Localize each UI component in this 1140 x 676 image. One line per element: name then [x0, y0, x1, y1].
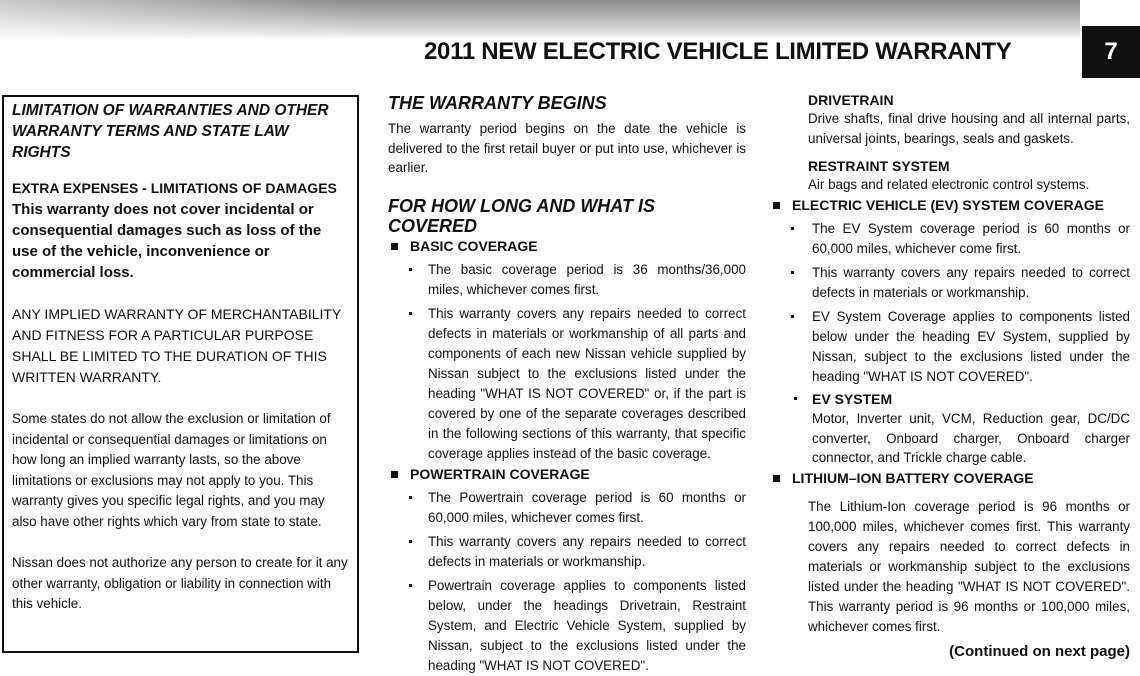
bullet-icon: [794, 397, 797, 400]
bullet-icon: [409, 540, 412, 543]
bullet-icon: [791, 315, 794, 318]
lithium-coverage-label: LITHIUM–ION BATTERY COVERAGE: [792, 469, 1034, 486]
extra-expenses-heading: EXTRA EXPENSES - LIMITATIONS OF DAMAGES: [12, 180, 337, 196]
drivetrain-heading: DRIVETRAIN: [808, 92, 894, 108]
square-bullet-icon: [773, 202, 780, 209]
bullet-icon: [409, 496, 412, 499]
middle-column: [388, 91, 746, 676]
bullet-icon: [791, 227, 794, 230]
warranty-begins-text: The warranty period begins on the date the vehicle is delivered to the first retail buyer or put into use, whichever is earlier.: [388, 121, 746, 175]
ev-system-heading: [770, 389, 1130, 409]
ev-system-text: Motor, Inverter unit, VCM, Reduction gear, DC/DC converter, Onboard charger, Onboard charger connector, and Trickle charge cable.: [812, 411, 1130, 465]
lithium-coverage-text: The Lithium-Ion coverage period is 96 months or 100,000 miles, whichever comes first. This warranty covers any repairs needed to correct defects in materials or workmanship subject to the exclusions listed under the heading "WHAT IS NOT COVERED". This warranty period is 96 months or 100,000 miles, whichever comes first.: [808, 498, 1130, 634]
powertrain-coverage-heading: [388, 464, 746, 484]
bullet-icon: [409, 312, 412, 315]
drivetrain-text: Drive shafts, final drive housing and all internal parts, universal joints, bearings, seals and gaskets.: [808, 111, 1130, 146]
square-bullet-icon: [773, 475, 780, 482]
powertrain-coverage-list: [388, 488, 746, 676]
list-item: This warranty covers any repairs needed to correct defects in materials or workmanship of all parts and components of each new Nissan vehicle supplied by Nissan subject to the exclusions listed under the heading "WHAT IS NOT COVERED" or, if the part is covered by one of the separate coverages described in the following sections of this warranty, that specific coverage applies instead of the basic coverage.: [388, 304, 746, 464]
limitations-box: [2, 95, 359, 653]
restraint-system-heading: RESTRAINT SYSTEM: [808, 158, 950, 174]
state-rights-paragraph: Some states do not allow the exclusion or limitation of incidental or consequential damages or limitations on how long an implied warranty lasts, so the above limitations or exclusions may not apply to you. This warranty gives you specific legal rights, and you may also have other rights which vary from state to state.: [12, 411, 331, 529]
list-item: The Powertrain coverage period is 60 months or 60,000 miles, whichever comes first.: [388, 488, 746, 528]
bullet-icon: [409, 584, 412, 587]
bullet-icon: [791, 271, 794, 274]
header-band-fade: [0, 0, 360, 40]
restraint-system-text: Air bags and related electronic control systems.: [808, 177, 1090, 192]
how-long-heading: FOR HOW LONG AND WHAT IS COVERED: [388, 195, 655, 236]
square-bullet-icon: [391, 243, 398, 250]
basic-coverage-list: [388, 260, 746, 464]
list-item: This warranty covers any repairs needed to correct defects in materials or workmanship.: [388, 532, 746, 572]
basic-coverage-heading: [388, 236, 746, 256]
page-number-tab: 7: [1082, 26, 1140, 78]
continued-note: (Continued on next page): [949, 642, 1130, 660]
limitations-heading: LIMITATION OF WARRANTIES AND OTHER WARRANTY TERMS AND STATE LAW RIGHTS: [12, 102, 329, 161]
ev-coverage-label: ELECTRIC VEHICLE (EV) SYSTEM COVERAGE: [792, 197, 1104, 213]
ev-coverage-list: [770, 219, 1130, 387]
list-item: This warranty covers any repairs needed to correct defects in materials or workmanship.: [770, 263, 1130, 303]
square-bullet-icon: [391, 471, 398, 478]
right-column: [770, 91, 1130, 662]
bullet-icon: [409, 268, 412, 271]
powertrain-coverage-label: POWERTRAIN COVERAGE: [410, 465, 590, 482]
implied-warranty-statement: ANY IMPLIED WARRANTY OF MERCHANTABILITY AND FITNESS FOR A PARTICULAR PURPOSE SHALL BE LIMITED TO THE DURATION OF THIS WRITTEN WARRANTY.: [12, 306, 342, 385]
warranty-begins-heading: THE WARRANTY BEGINS: [388, 93, 607, 113]
basic-coverage-label: BASIC COVERAGE: [410, 237, 538, 254]
ev-coverage-heading: [770, 195, 1130, 215]
list-item: The EV System coverage period is 60 months or 60,000 miles, whichever come first.: [770, 219, 1130, 259]
authorization-paragraph: Nissan does not authorize any person to create for it any other warranty, obligation or liability in connection with this vehicle.: [12, 555, 348, 611]
list-item: Powertrain coverage applies to components listed below, under the headings Drivetrain, Restraint System, and Electric Vehicle System, supplied by Nissan, subject to the exclusions listed under the heading "WHAT IS NOT COVERED".: [388, 576, 746, 676]
damages-statement: This warranty does not cover incidental or consequential damages such as loss of the use of the vehicle, inconvenience or commercial loss.: [12, 201, 322, 281]
list-item: EV System Coverage applies to components listed below under the heading EV System, supplied by Nissan, subject to the exclusions listed under the heading "WHAT IS NOT COVERED".: [770, 307, 1130, 387]
page-title: 2011 NEW ELECTRIC VEHICLE LIMITED WARRANTY: [424, 38, 1012, 65]
list-item: The basic coverage period is 36 months/36,000 miles, whichever comes first.: [388, 260, 746, 300]
ev-system-label: EV SYSTEM: [812, 391, 893, 407]
lithium-coverage-heading: [770, 468, 1130, 488]
